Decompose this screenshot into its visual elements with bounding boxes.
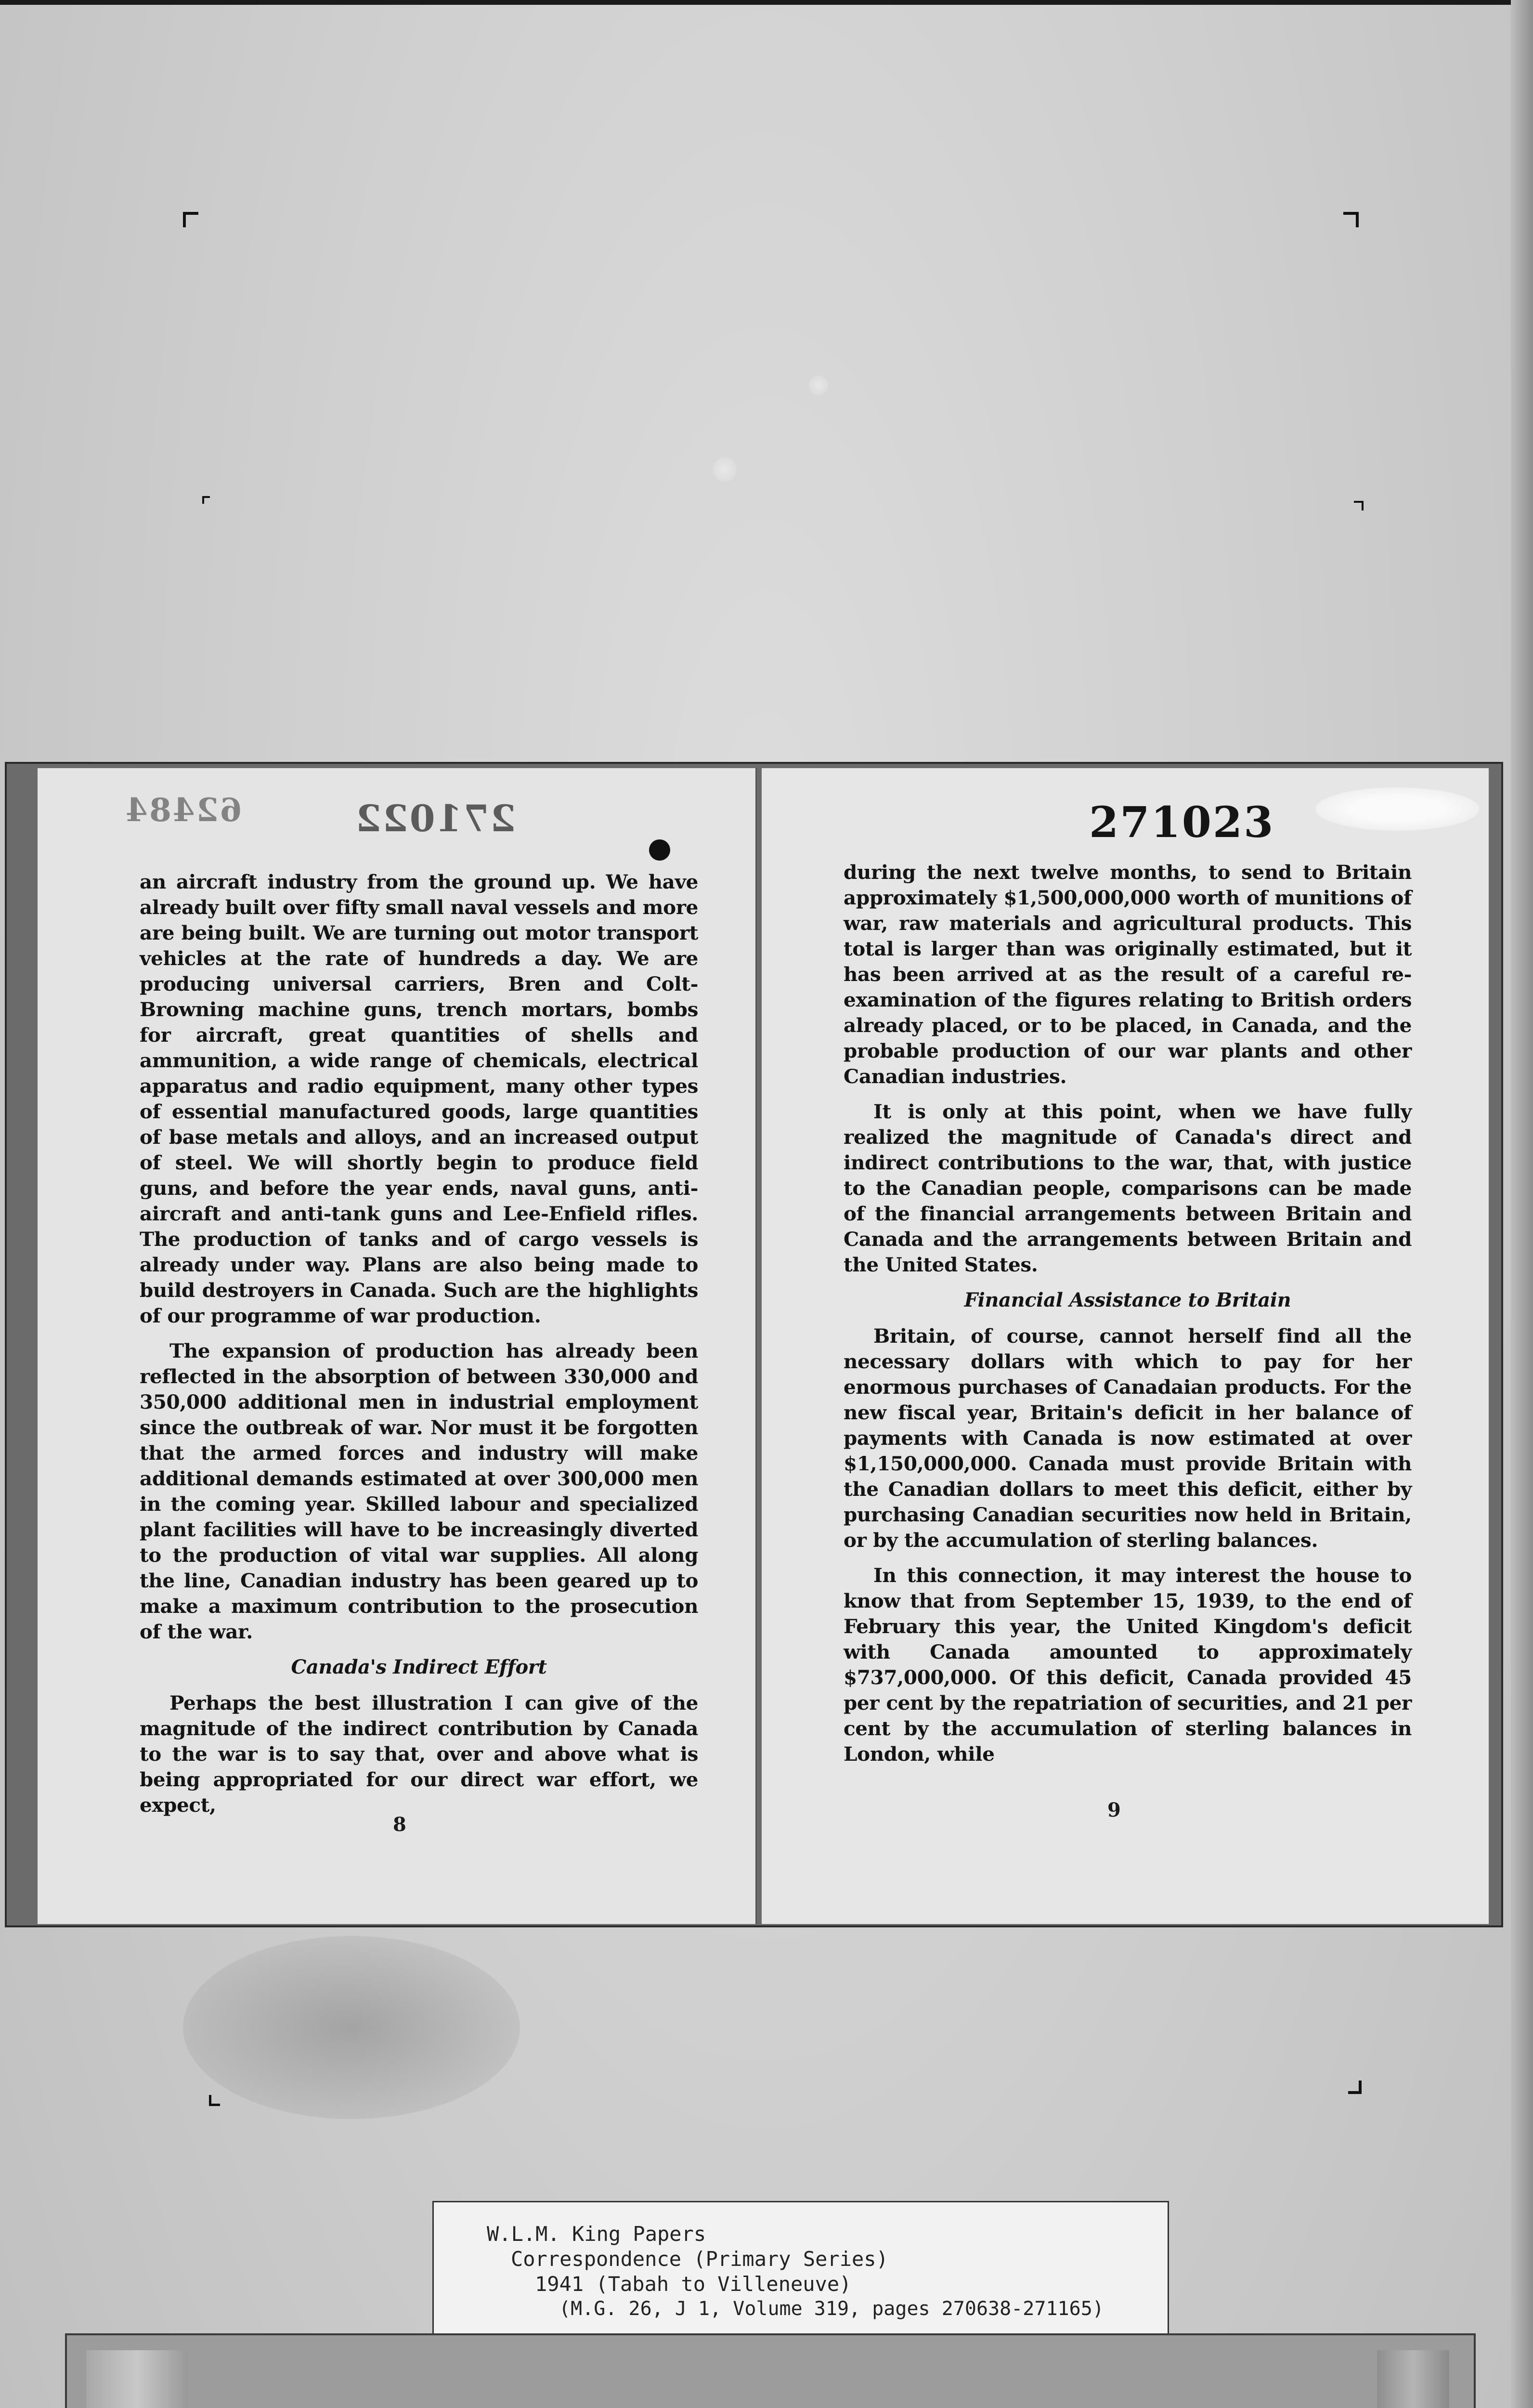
archives-stamp-board xyxy=(65,2333,1476,2408)
registration-mark-inner-right xyxy=(1354,501,1364,510)
label-reference: (M.G. 26, J 1, Volume 319, pages 270638-271165) xyxy=(559,2298,1104,2320)
page-stamp-number: 271023 xyxy=(1089,797,1275,847)
faint-stamp-number: 62484 xyxy=(124,791,242,829)
mirrored-stamp-number: 271022 xyxy=(354,797,516,840)
tape-strip-left xyxy=(87,2350,188,2408)
tape-strip-right xyxy=(1377,2350,1449,2408)
film-speck xyxy=(713,458,737,482)
ink-dot xyxy=(649,839,670,861)
right-page-body xyxy=(844,860,1412,1777)
film-shadow xyxy=(183,1936,520,2119)
registration-mark-inner-left xyxy=(202,496,210,504)
registration-mark-bottom-left xyxy=(209,2095,220,2106)
right-page-folio: 9 xyxy=(1107,1799,1121,1821)
label-collection: W.L.M. King Papers xyxy=(487,2222,706,2246)
paper-glare xyxy=(1315,787,1479,831)
left-page-folio: 8 xyxy=(393,1813,406,1836)
right-paragraph-4: In this connection, it may interest the house to know that from September 15, 1939, to the end of February this year, the United Kingdom's deficit with Canada amounted to approximately $737,000,000. Of this deficit, Canada provided 45 per cent by the repatriation of securities, and 21 per cent by the accumulation of sterling balances in London, while xyxy=(844,1564,1412,1766)
right-section-heading: Financial Assistance to Britain xyxy=(964,1289,1291,1311)
left-paragraph-2: The expansion of production has already been reflected in the absorption of between 330,000 and 350,000 additional men in industrial employment since the outbreak of war. Nor must it be forgotten that the armed forces and industry will make additional demands estimated at over 300,000 men in the coming year. Skilled labour and specialized plant facilities will have to be increasingly diverted to the production of vital war supplies. All along the line, Canadian industry has been geared up to make a maximum contribution to the prosecution of the war. xyxy=(140,1339,698,1643)
registration-mark-top-right xyxy=(1343,212,1359,227)
registration-mark-bottom-right xyxy=(1348,2081,1362,2094)
film-speck xyxy=(809,376,828,395)
right-paragraph-2: It is only at this point, when we have fully realized the magnitude of Canada's direct and indirect contributions to the war, that, with justice to the Canadian people, comparisons can be made of the financial arrangements between Britain and Canada and the arrangements between Britain and the United States. xyxy=(844,1100,1412,1276)
frame-right-edge xyxy=(1511,0,1533,2408)
label-series: Correspondence (Primary Series) xyxy=(511,2247,888,2271)
registration-mark-top-left xyxy=(183,212,198,227)
right-paragraph-1: during the next twelve months, to send to Britain approximately $1,500,000,000 worth of munitions of war, raw materials and agricultural products. This total is larger than was originally estimated, but it has been arrived at as the result of a careful re-examination of the figures relating to British orders already placed, or to be placed, in Canada, and the probable production of our war plants and other Canadian industries. xyxy=(844,861,1412,1088)
right-page xyxy=(762,768,1489,1924)
left-section-heading: Canada's Indirect Effort xyxy=(291,1656,547,1678)
right-paragraph-3: Britain, of course, cannot herself find all the necessary dollars with which to pay for her enormous purchases of Canadaian products. For the new fiscal year, Britain's deficit in her balance of payments with Canada is now estimated at over $1,150,000,000. Canada must provide Britain with the Canadian dollars to meet this deficit, either by purchasing Canadian securities now held in Britain, or by the accumulation of sterling balances. xyxy=(844,1324,1412,1552)
left-paragraph-1: an aircraft industry from the ground up. We have already built over fifty small naval vessels and more are being built. We are turning out motor transport vehicles at the rate of hundreds a day. We are producing universal carriers, Bren and Colt-Browning machine guns, trench mortars, bombs for aircraft, great quantities of shells and ammunition, a wide range of chemicals, electrical apparatus and radio equipment, many other types of essential manufactured goods, large quantities of base metals and alloys, and an increased output of steel. We will shortly begin to produce field guns, and before the year ends, naval guns, anti-aircraft and anti-tank guns and Lee-Enfield rifles. The production of tanks and of cargo vessels is already under way. Plans are also being made to build destroyers in Canada. Such are the highlights of our programme of war production. xyxy=(140,870,698,1327)
left-page-body xyxy=(140,869,698,1828)
left-paragraph-3: Perhaps the best illustration I can give of the magnitude of the indirect contribution by Canada to the war is to say that, over and above what is being appropriated for our direct war effort, we expect, xyxy=(140,1691,698,1817)
frame-top-border xyxy=(0,0,1533,5)
left-page xyxy=(38,768,757,1924)
label-date-range: 1941 (Tabah to Villeneuve) xyxy=(535,2272,852,2296)
